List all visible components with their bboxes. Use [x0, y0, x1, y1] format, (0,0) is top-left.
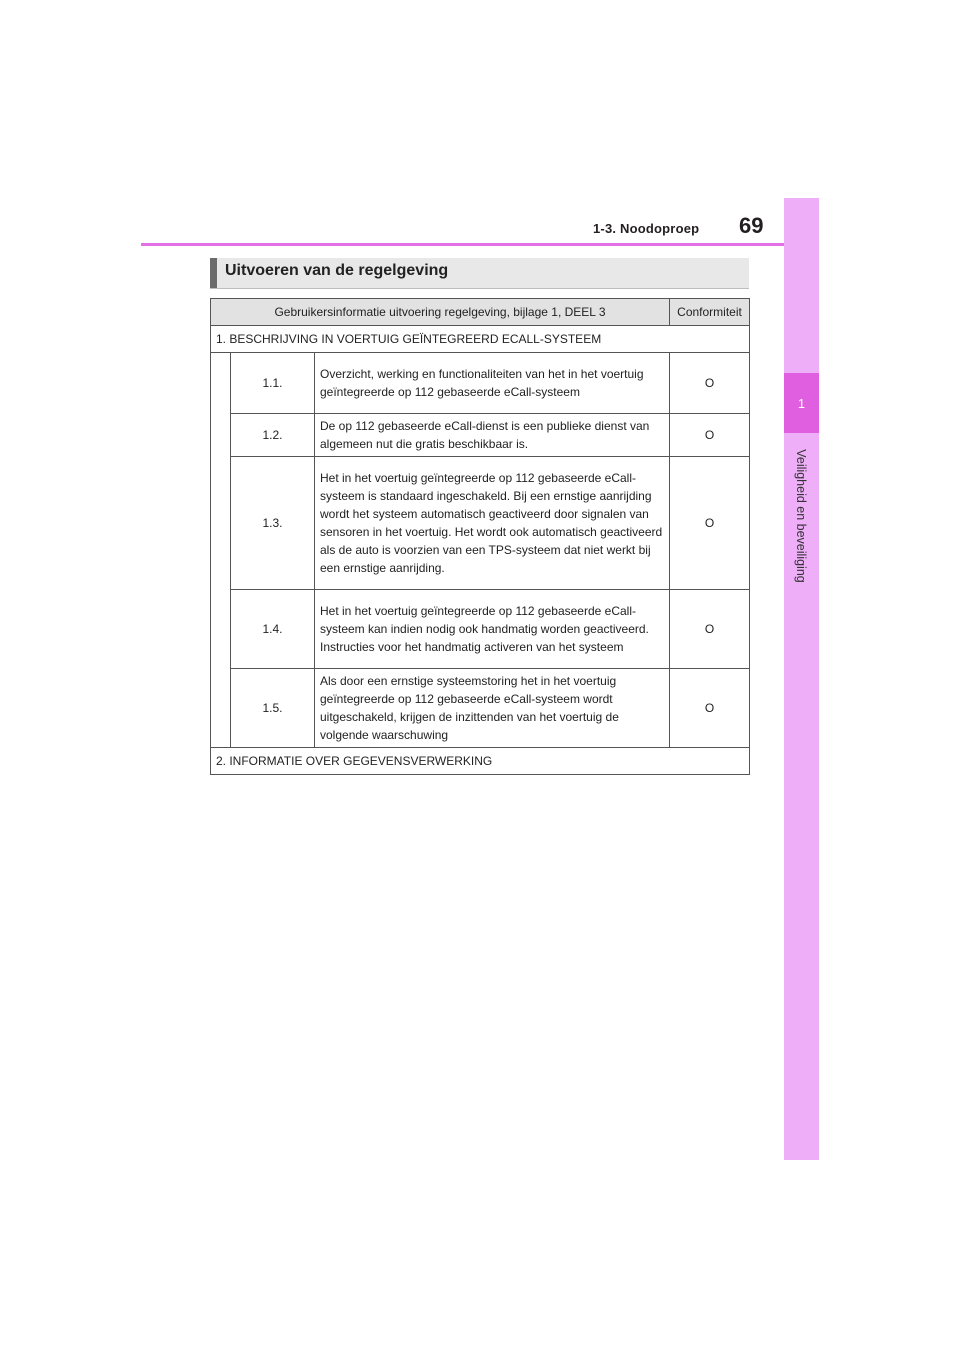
- row-text: Overzicht, werking en functionaliteiten van het in het voertuig geïntegreerde op 112 gebaseerde eCall-systeem: [315, 353, 670, 414]
- row-conformity: O: [670, 590, 750, 669]
- row-number: 1.4.: [231, 590, 315, 669]
- row-number: 1.3.: [231, 457, 315, 590]
- section-heading-bar: [210, 258, 749, 289]
- row-conformity: O: [670, 353, 750, 414]
- column-header-conformity: Conformiteit: [670, 299, 750, 326]
- table-row: [211, 669, 750, 748]
- table-row: [211, 414, 750, 457]
- row-conformity: O: [670, 457, 750, 590]
- table-row: [211, 457, 750, 590]
- group-title-2: 2. INFORMATIE OVER GEGEVENSVERWERKING: [211, 748, 750, 775]
- group-title-1: 1. BESCHRIJVING IN VOERTUIG GEÏNTEGREERD ECALL-SYSTEEM: [211, 326, 750, 353]
- chapter-number-badge: [784, 373, 819, 433]
- table-group-row: [211, 748, 750, 775]
- row-text: De op 112 gebaseerde eCall-dienst is een publieke dienst van algemeen nut die gratis beschikbaar is.: [315, 414, 670, 457]
- regulation-table: [210, 298, 750, 775]
- row-conformity: O: [670, 414, 750, 457]
- indent-cell: [211, 353, 231, 748]
- row-text: Het in het voertuig geïntegreerde op 112 gebaseerde eCall-systeem is standaard ingeschakeld. Bij een ernstige aanrijding wordt het systeem automatisch geactiveerd door signalen van sensoren in het voertuig. Het wordt ook automatisch geactiveerd als de auto is voorzien van een TPS-systeem dat niet werkt bij een ernstige aanrijding.: [315, 457, 670, 590]
- table-row: [211, 353, 750, 414]
- chapter-number: 1: [797, 395, 806, 411]
- row-number: 1.5.: [231, 669, 315, 748]
- page-number: 69: [739, 213, 764, 238]
- section-breadcrumb: 1-3. Noodoproep: [593, 221, 700, 236]
- column-header-info: Gebruikersinformatie uitvoering regelgeving, bijlage 1, DEEL 3: [211, 299, 670, 326]
- section-title: Uitvoeren van de regelgeving: [225, 262, 449, 279]
- row-conformity: O: [670, 669, 750, 748]
- chapter-side-tab: [784, 198, 819, 1160]
- row-text: Als door een ernstige systeemstoring het in het voertuig geïntegreerde op 112 gebaseerde eCall-systeem wordt uitgeschakeld, krijgen de inzittenden van het voertuig de volgende waarschuwing: [315, 669, 670, 748]
- section-heading-accent: [210, 258, 217, 288]
- row-number: 1.1.: [231, 353, 315, 414]
- header-divider: [141, 243, 784, 246]
- chapter-title: Veiligheid en beveiliging: [794, 449, 808, 583]
- table-row: [211, 590, 750, 669]
- row-text: Het in het voertuig geïntegreerde op 112 gebaseerde eCall-systeem kan indien nodig ook handmatig worden geactiveerd. Instructies voor het handmatig activeren van het systeem: [315, 590, 670, 669]
- table-group-row: [211, 326, 750, 353]
- table-header-row: [211, 299, 750, 326]
- row-number: 1.2.: [231, 414, 315, 457]
